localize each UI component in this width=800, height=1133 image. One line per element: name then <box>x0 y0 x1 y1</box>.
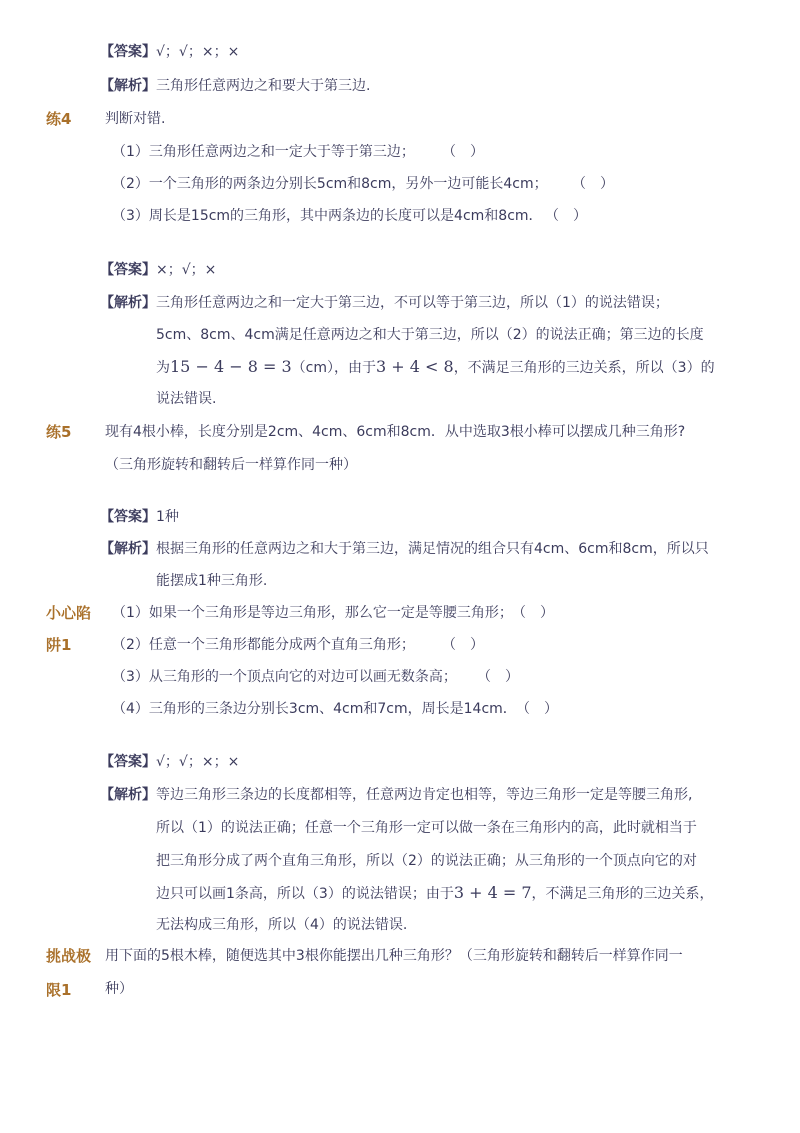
trap1-item-2 <box>112 635 484 655</box>
trap1-answer-text: √；√；×；× <box>156 754 240 770</box>
trap1-item-4 <box>112 699 558 719</box>
ex4-item-3-text: （3）周长是15cm的三角形，其中两条边的长度可以是4cm和8cm． <box>112 208 543 224</box>
ex4-analysis-line-2: 5cm、8cm、4cm满足任意两边之和大于第三边，所以（2）的说法正确；第三边的长度 <box>156 327 704 343</box>
math-expression: 15 − 4 − 8 = 3 <box>170 357 292 376</box>
answer-line <box>100 42 239 62</box>
trap1-item-3-blank[interactable]: （ ） <box>477 669 519 685</box>
ex5-analysis-line-1: 根据三角形的任意两边之和大于第三边，满足情况的组合只有4cm、6cm和8cm，所以只 <box>156 541 709 557</box>
ex4-analysis-mid: （cm），由于 <box>291 360 376 376</box>
analysis-tag: 【解析】 <box>100 295 156 311</box>
analysis-tag: 【解析】 <box>100 787 156 803</box>
ex5-answer-line <box>100 507 179 527</box>
analysis-tag: 【解析】 <box>100 78 156 94</box>
ex5-analysis-line-2: 能摆成1种三角形. <box>156 573 268 589</box>
trap1-item-1-text: （1）如果一个三角形是等边三角形，那么它一定是等腰三角形； <box>112 605 513 621</box>
trap1-analysis-pre: 边只可以画1条高，所以（3）的说法错误；由于 <box>156 886 454 902</box>
answer-tag: 【答案】 <box>100 44 156 60</box>
exercise-5-prompt-line-2: （三角形旋转和翻转后一样算作同一种） <box>105 457 357 473</box>
ex4-item-1-text: （1）三角形任意两边之和一定大于等于第三边； <box>112 144 415 160</box>
trap1-item-1-blank[interactable]: （ ） <box>512 605 554 621</box>
ex4-answer-text: ×；√；× <box>156 262 217 278</box>
challenge-1-label-line-2: 限1 <box>46 981 72 999</box>
trap1-item-2-text: （2）任意一个三角形都能分成两个直角三角形； <box>112 637 415 653</box>
exercise-4-prompt: 判断对错. <box>105 111 166 127</box>
ex4-item-3 <box>112 206 587 226</box>
ex4-analysis-post: ，不满足三角形的三边关系，所以（3）的 <box>453 360 715 376</box>
trap1-analysis-line <box>100 785 692 805</box>
trap1-item-4-text: （4）三角形的三条边分别长3cm、4cm和7cm，周长是14cm． <box>112 701 517 717</box>
answer-tag: 【答案】 <box>100 262 156 278</box>
trap1-analysis-line-1: 等边三角形三条边的长度都相等，任意两边肯定也相等，等边三角形一定是等腰三角形, <box>156 787 693 803</box>
ex4-item-2-blank[interactable]: （ ） <box>572 176 614 192</box>
ex4-item-2-text: （2）一个三角形的两条边分别长5cm和8cm，另外一边可能长4cm； <box>112 176 548 192</box>
analysis-text: 三角形任意两边之和要大于第三边. <box>156 78 371 94</box>
exercise-5-prompt-line-1: 现有4根小棒，长度分别是2cm、4cm、6cm和8cm．从中选取3根小棒可以摆成几种三角形? <box>105 424 686 440</box>
challenge-1-prompt-line-2: 种） <box>105 981 133 997</box>
exercise-5-label: 练5 <box>46 423 72 441</box>
trap1-answer-line <box>100 752 239 772</box>
trap1-item-3-text: （3）从三角形的一个顶点向它的对边可以画无数条高； <box>112 669 457 685</box>
ex4-analysis-pre: 为 <box>156 360 170 376</box>
answer-tag: 【答案】 <box>100 754 156 770</box>
analysis-tag: 【解析】 <box>100 541 156 557</box>
ex5-analysis-line <box>100 539 709 559</box>
ex4-answer-line <box>100 260 216 280</box>
ex4-analysis-line <box>100 293 669 313</box>
challenge-1-label-line-1: 挑战极 <box>46 947 92 965</box>
ex4-item-2 <box>112 174 614 194</box>
math-expression: 3 + 4 < 8 <box>375 357 454 376</box>
ex4-analysis-line-3 <box>156 357 715 378</box>
ex4-analysis-line-4: 说法错误. <box>156 391 217 407</box>
trap1-analysis-line-3: 把三角形分成了两个直角三角形，所以（2）的说法正确；从三角形的一个顶点向它的对 <box>156 853 697 869</box>
trap1-item-4-blank[interactable]: （ ） <box>516 701 558 717</box>
trap1-item-1 <box>112 603 554 623</box>
trap1-item-3 <box>112 667 519 687</box>
ex4-item-3-blank[interactable]: （ ） <box>545 208 587 224</box>
trap-1-label-line-1: 小心陷 <box>46 604 92 622</box>
trap-1-label-line-2: 阱1 <box>46 636 72 654</box>
answer-text: √；√；×；× <box>156 44 240 60</box>
math-expression: 3 + 4 = 7 <box>453 883 532 902</box>
trap1-analysis-line-5: 无法构成三角形，所以（4）的说法错误. <box>156 917 408 933</box>
ex4-item-1-blank[interactable]: （ ） <box>442 144 484 160</box>
ex4-analysis-line-1: 三角形任意两边之和一定大于第三边，不可以等于第三边，所以（1）的说法错误； <box>156 295 669 311</box>
ex5-answer-text: 1种 <box>156 509 179 525</box>
exercise-4-label: 练4 <box>46 110 72 128</box>
answer-tag: 【答案】 <box>100 509 156 525</box>
challenge-1-prompt-line-1: 用下面的5根木棒，随便选其中3根你能摆出几种三角形？（三角形旋转和翻转后一样算作同一 <box>105 948 683 964</box>
analysis-line <box>100 76 370 96</box>
ex4-item-1 <box>112 142 484 162</box>
trap1-analysis-line-4 <box>156 883 714 904</box>
trap1-item-2-blank[interactable]: （ ） <box>442 637 484 653</box>
trap1-analysis-post: ，不满足三角形的三边关系， <box>531 886 714 902</box>
trap1-analysis-line-2: 所以（1）的说法正确；任意一个三角形一定可以做一条在三角形内的高，此时就相当于 <box>156 820 697 836</box>
